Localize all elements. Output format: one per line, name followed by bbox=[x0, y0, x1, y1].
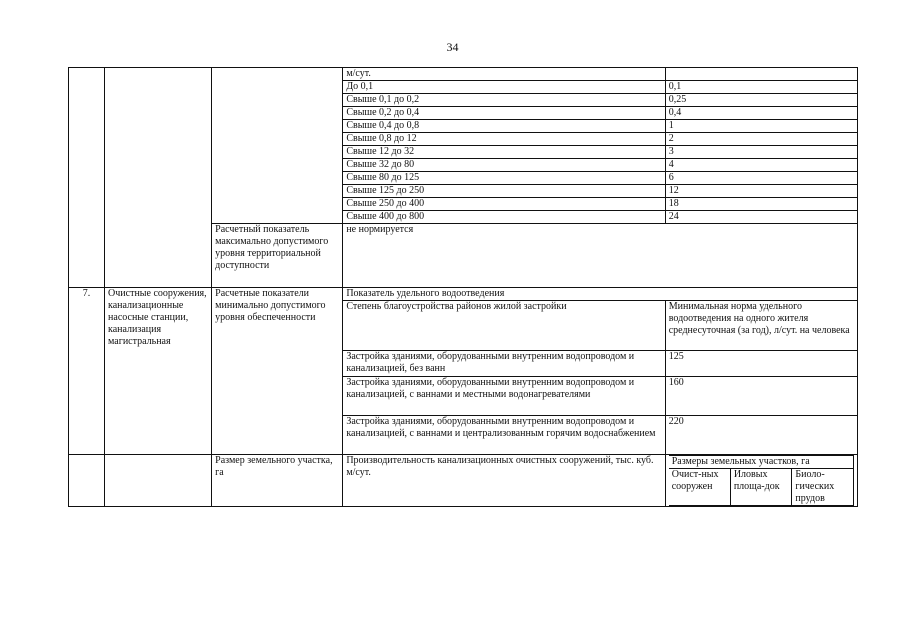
empty-cell bbox=[105, 68, 212, 288]
section-indicator: Расчетные показатели минимально допустимого уровня обеспеченности bbox=[212, 288, 343, 455]
row-value: 220 bbox=[665, 416, 857, 455]
scale-value bbox=[665, 68, 857, 81]
capacity-label: Производительность канализационных очистных сооружений, тыс. куб. м/сут. bbox=[343, 455, 665, 507]
scale-range: Свыше 0,2 до 0,4 bbox=[343, 107, 665, 120]
scale-value: 2 bbox=[665, 133, 857, 146]
scale-value: 18 bbox=[665, 198, 857, 211]
territorial-value: не нормируется bbox=[343, 224, 858, 288]
row-desc: Застройка зданиями, оборудованными внутренним водопроводом и канализацией, с ваннами и местными водонагревателями bbox=[343, 377, 665, 416]
scale-range: Свыше 32 до 80 bbox=[343, 159, 665, 172]
scale-value: 4 bbox=[665, 159, 857, 172]
empty-cell bbox=[69, 68, 105, 288]
scale-value: 3 bbox=[665, 146, 857, 159]
section-number: 7. bbox=[69, 288, 105, 455]
scale-value: 0,4 bbox=[665, 107, 857, 120]
scale-row bbox=[69, 68, 858, 81]
scale-range: До 0,1 bbox=[343, 81, 665, 94]
sub-header-ponds: Биоло-гических прудов bbox=[792, 469, 854, 506]
scale-range: Свыше 0,1 до 0,2 bbox=[343, 94, 665, 107]
scale-value: 1 bbox=[665, 120, 857, 133]
section7-heading-row bbox=[69, 288, 858, 301]
row-value: 125 bbox=[665, 351, 857, 377]
territorial-label: Расчетный показатель максимально допустимого уровня территориальной доступности bbox=[212, 224, 343, 288]
scale-range: Свыше 125 до 250 bbox=[343, 185, 665, 198]
col-right-header: Минимальная норма удельного водоотведения на одного жителя среднесуточная (за год), л/сут. на человека bbox=[665, 301, 857, 351]
scale-value: 6 bbox=[665, 172, 857, 185]
scale-value: 0,25 bbox=[665, 94, 857, 107]
scale-range: м/сут. bbox=[343, 68, 665, 81]
scale-range: Свыше 80 до 125 bbox=[343, 172, 665, 185]
land-label: Размер земельного участка, га bbox=[212, 455, 343, 507]
scale-value: 0,1 bbox=[665, 81, 857, 94]
section-heading: Показатель удельного водоотведения bbox=[343, 288, 858, 301]
norms-table bbox=[68, 67, 858, 507]
land-row bbox=[69, 455, 858, 507]
scale-value: 24 bbox=[665, 211, 857, 224]
land-sizes-subtable bbox=[669, 455, 854, 506]
land-sizes-header: Размеры земельных участков, га bbox=[669, 456, 854, 469]
scale-range: Свыше 12 до 32 bbox=[343, 146, 665, 159]
sub-header-sludge: Иловых площа-док bbox=[730, 469, 792, 506]
scale-range: Свыше 250 до 400 bbox=[343, 198, 665, 211]
scale-value: 12 bbox=[665, 185, 857, 198]
col-left-header: Степень благоустройства районов жилой застройки bbox=[343, 301, 665, 351]
row-value: 160 bbox=[665, 377, 857, 416]
page-number: 34 bbox=[446, 40, 459, 54]
land-sizes-cell bbox=[665, 455, 857, 507]
section-object: Очистные сооружения, канализационные насосные станции, канализация магистральная bbox=[105, 288, 212, 455]
scale-range: Свыше 0,4 до 0,8 bbox=[343, 120, 665, 133]
sub-header-treatment: Очист-ных сооружен bbox=[669, 469, 731, 506]
row-desc: Застройка зданиями, оборудованными внутренним водопроводом и канализацией, с ваннами и централизованным горячим водоснабжением bbox=[343, 416, 665, 455]
scale-range: Свыше 400 до 800 bbox=[343, 211, 665, 224]
row-desc: Застройка зданиями, оборудованными внутренним водопроводом и канализацией, без ванн bbox=[343, 351, 665, 377]
scale-range: Свыше 0,8 до 12 bbox=[343, 133, 665, 146]
empty-cell bbox=[212, 68, 343, 224]
